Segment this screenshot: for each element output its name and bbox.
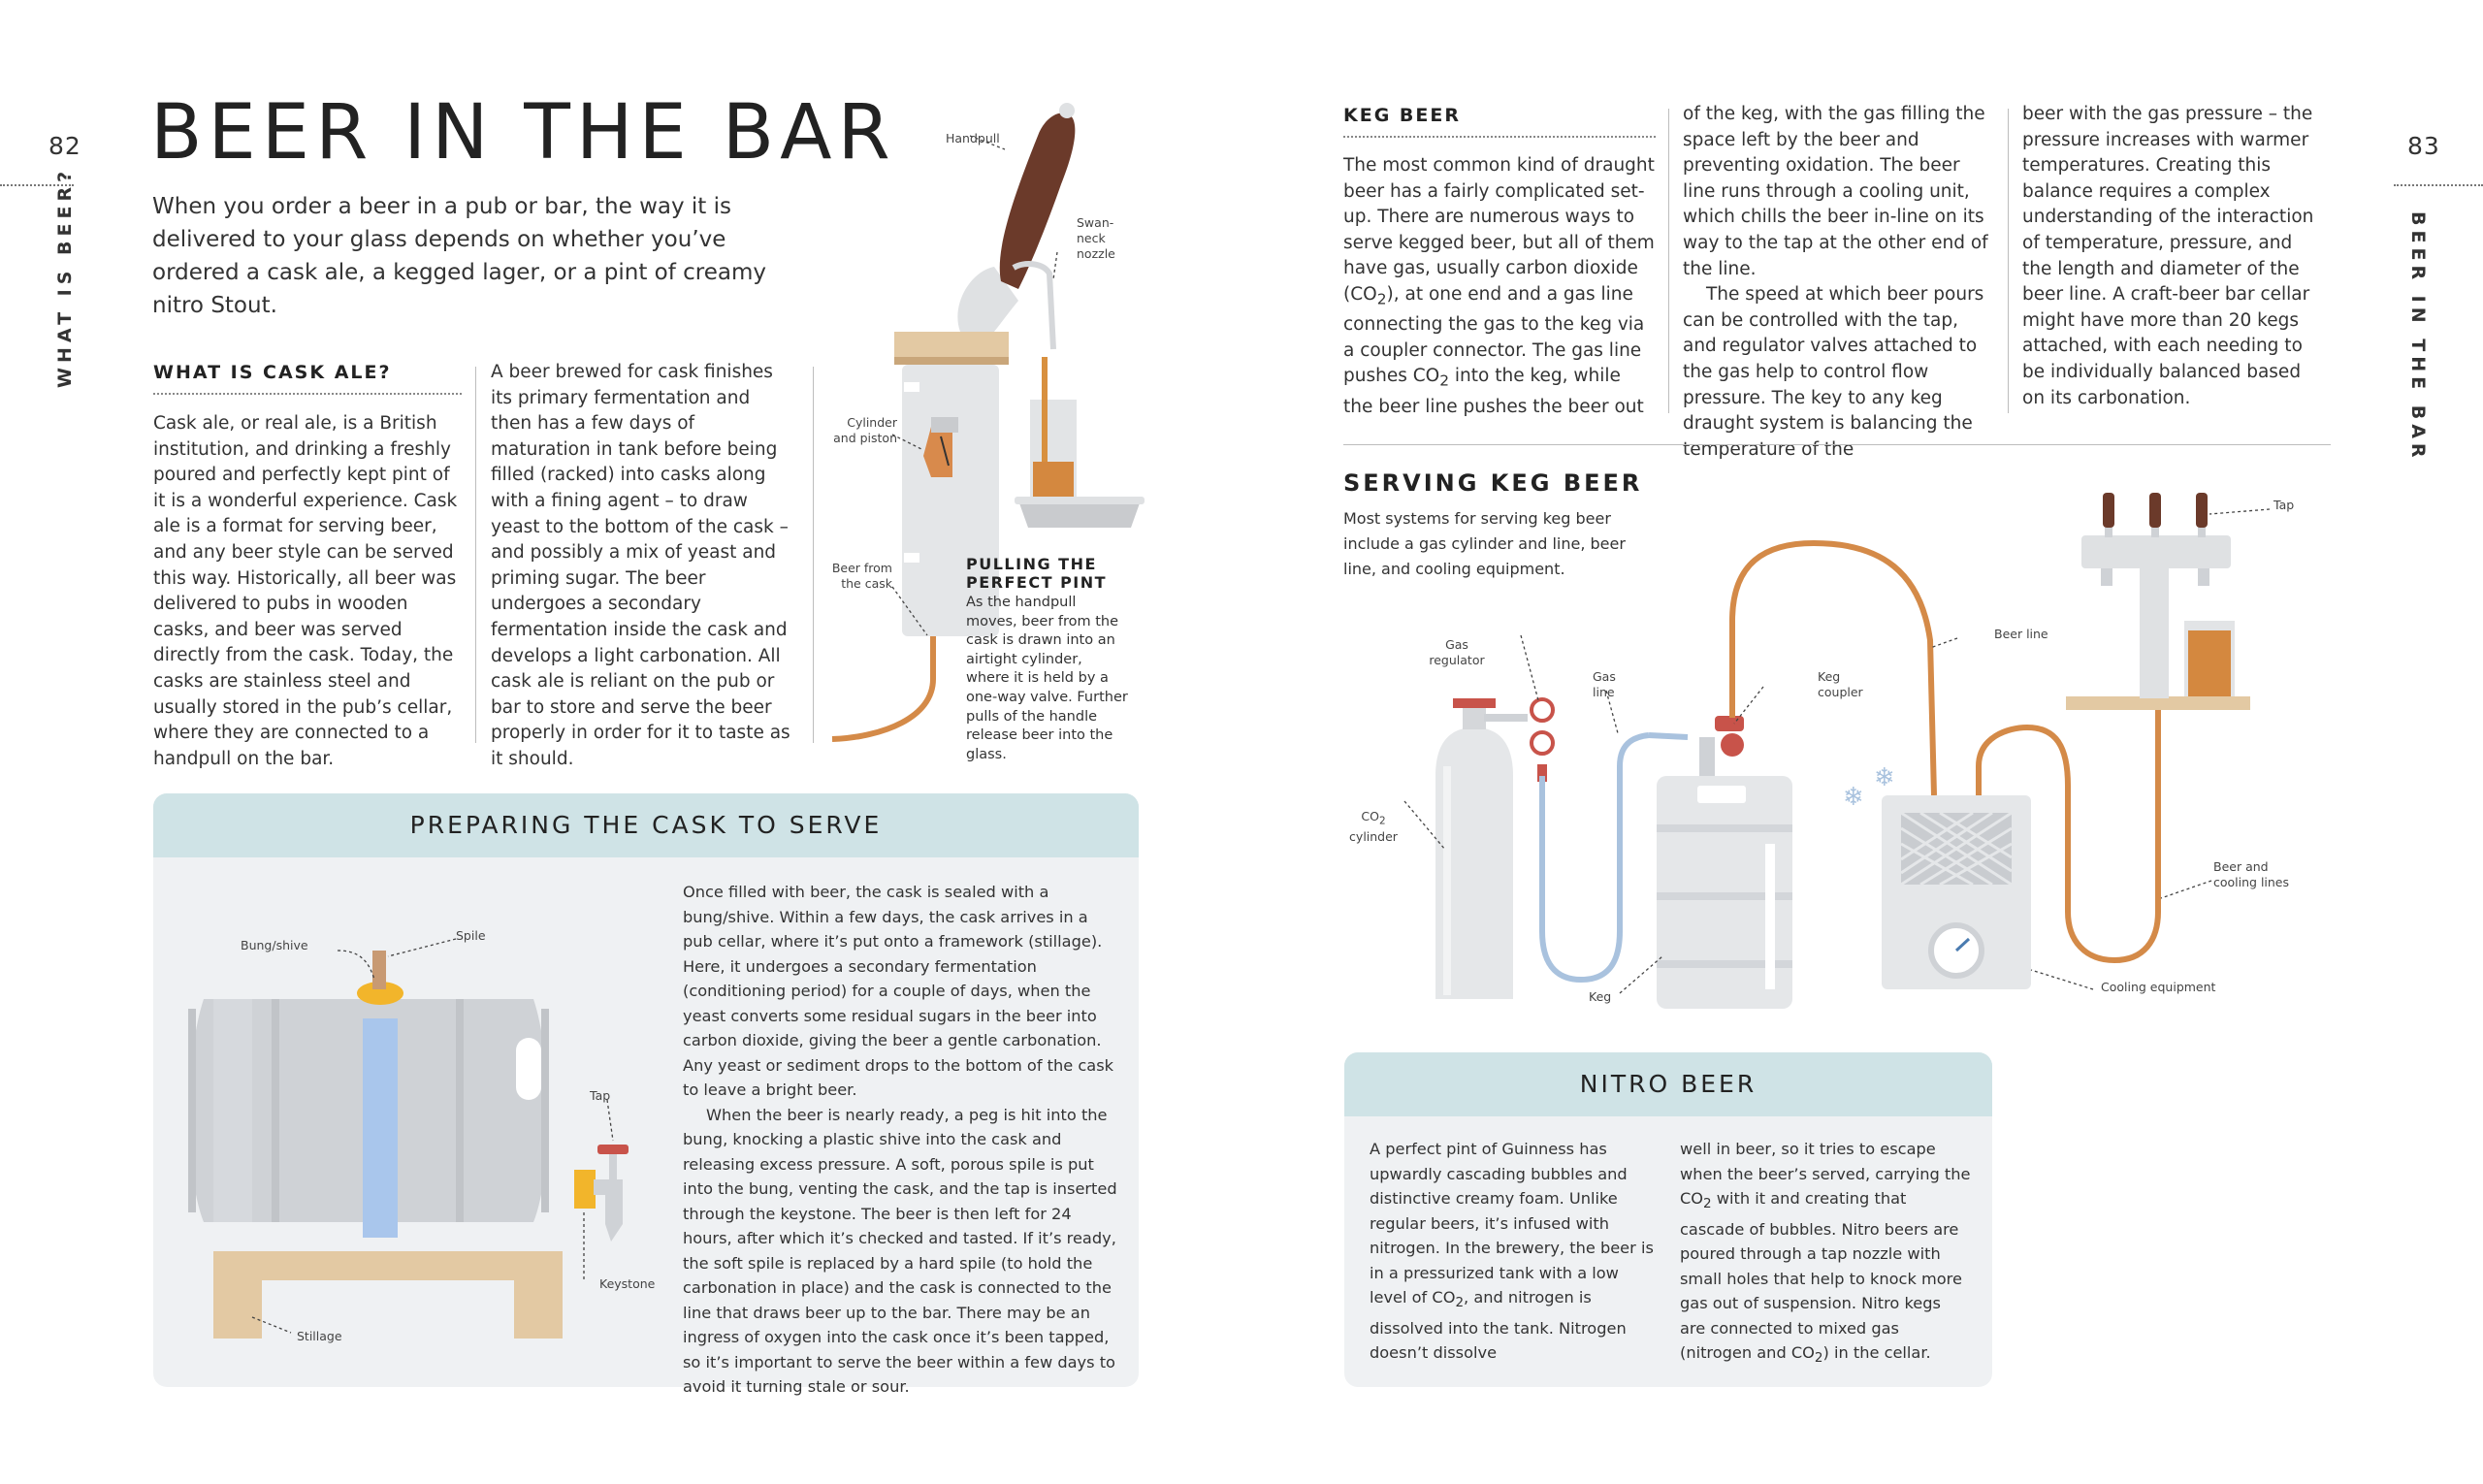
keg-beer-heading: KEG BEER: [1343, 105, 1461, 126]
bung-label: Bung/shive: [241, 938, 308, 952]
page-number-left: 82: [48, 132, 81, 160]
keg-coupler: [1649, 735, 1688, 737]
cask-beer-level: [363, 1018, 398, 1238]
spile-label: Spile: [456, 928, 486, 943]
beer-line-label: Beer line: [1994, 627, 2048, 641]
section-divider: [1343, 444, 2331, 445]
gas-regulator-label: Gas regulator: [1429, 637, 1485, 667]
cask-ale-col1: Cask ale, or real ale, is a British institution, and drinking a freshly poured and perfectly kept pint of it is a wonderful experience. Cask ale is a format for serving beer, and any beer style can be served this way. Historically, all beer was delivered to pubs in wooden casks, and beer was served directly from the cask. Today, the casks are stainless steel and usually stored in the pub’s cellar, where they are connected to a handpull on the bar.: [153, 413, 458, 769]
pulling-pint-caption-title: PULLING THE PERFECT PINT: [966, 555, 1108, 592]
page-number-right: 83: [2407, 132, 2440, 160]
keg-coupler-label: Keg coupler: [1818, 669, 1863, 699]
running-head-right: BEER IN THE BAR: [2407, 211, 2429, 463]
keystone-icon: [574, 1170, 596, 1209]
tap-handle-3: [2196, 493, 2208, 528]
preparing-paragraph-1: Once filled with beer, the cask is sealed with a bung/shive. Within a few days, the cask arrives in a pub cellar, where it’s put onto a framework (stillage). Here, it undergoes a secondary fermentation (conditioning period) for a couple of days, when the yeast converts some residual sugars in the beer into carbon dioxide, giving the beer a gentle carbonation. Any yeast or sediment drops to the bottom of the cask to leave a bright beer.: [683, 883, 1114, 1099]
keystone-label: Keystone: [599, 1276, 656, 1291]
beer-from-cask-label: Beer from the cask: [831, 561, 892, 591]
co2-cylinder-label: $CO_2$ cylinder: [1349, 809, 1398, 844]
column-divider: [813, 367, 814, 743]
beer-line-from-cask: [832, 636, 933, 739]
pulling-pint-caption: As the handpull moves, beer from the cask is drawn into an airtight cylinder, where it is held by a one-way valve. Further pulls of the handle release beer into the glass.: [966, 595, 1128, 762]
drip-tray: [1018, 500, 1141, 528]
nitro-col2: well in beer, so it tries to escape when the beer’s served, carrying the $CO_2$ with it and creating that cascade of bubbles. Nitro beers are poured through a tap nozzle with small holes that help to knock more gas out of suspension. Nitro kegs are connected to mixed gas (nitrogen and $CO_2$) in the cellar.: [1680, 1140, 1971, 1367]
keg-beer-col3: beer with the gas pressure – the pressure increases with warmer temperatures. Creating this balance requires a complex understanding of the interaction of temperature, pressure, and the length and diameter of the beer line. A craft-beer bar cellar might have more than 20 kegs attached, with each needing to be individually balanced based on its carbonation.: [2022, 104, 2314, 408]
svg-text:❄: ❄: [1843, 783, 1864, 812]
swan-neck-label: Swan-neck nozzle: [1077, 215, 1115, 261]
page-number-rule-right: [2394, 184, 2483, 186]
keg-beer-col2: of the keg, with the gas filling the space left by the beer and preventing oxidation. The beer line runs through a cooling unit, which chills the beer in-line on its way to the tap at the other end of the line. The speed at which beer pours can be controlled with the tap, and regulator valves attached to the gas help to control flow pressure. The key to any keg draught system is balancing the temperature of the: [1683, 104, 1988, 460]
cask-ale-heading-rule: [153, 393, 462, 395]
stillage: [213, 1251, 563, 1280]
keg-system-illustration: [1338, 475, 2367, 1018]
stillage-label: Stillage: [297, 1329, 342, 1343]
preparing-cask-heading: PREPARING THE CASK TO SERVE: [153, 793, 1139, 857]
tap-handle-2: [2149, 493, 2161, 528]
cask-ale-col2: A beer brewed for cask finishes its primary fermentation and then has a few days of maturation in tank before being filled (racked) into casks along with a fining agent – to draw yeast to the bottom of the cask – and possibly a mix of yeast and priming sugar. The beer undergoes a secondary fermentation inside the cask and develops a light carbonation. All cask ale is reliant on the pub or bar to store and serve the beer properly in order for it to taste as it should.: [491, 362, 790, 769]
intro-paragraph: When you order a beer in a pub or bar, the way it is delivered to your glass depends on whether you’ve ordered a cask ale, a kegged lager, or a pint of creamy nitro Stout.: [152, 194, 767, 318]
cask-ale-heading: WHAT IS CASK ALE?: [153, 362, 392, 383]
tap-label: Tap: [590, 1088, 611, 1103]
keg-beer-heading-rule: [1343, 136, 1656, 138]
cooling-equipment-label: Cooling equipment: [2101, 980, 2216, 994]
column-divider: [2008, 109, 2009, 413]
serving-keg-text: Most systems for serving keg beer include a gas cylinder and line, beer line, and cooling equipment.: [1343, 509, 1626, 578]
serving-keg-heading: SERVING KEG BEER: [1343, 469, 1643, 497]
bar-shelf: [2066, 696, 2250, 710]
nitro-col1: A perfect pint of Guinness has upwardly cascading bubbles and distinctive creamy foam. Unlike regular beers, it’s infused with nitrogen. In the brewery, the beer is in a pressurized tank with a low level of $CO_2$, and nitrogen is dissolved into the tank. Nitrogen doesn’t dissolve: [1370, 1140, 1654, 1363]
column-divider: [475, 367, 476, 743]
handpull-label: Handpull: [946, 131, 1000, 145]
bar-counter: [894, 332, 1009, 359]
svg-text:❄: ❄: [1874, 763, 1895, 792]
running-head-left: WHAT IS BEER?: [54, 166, 76, 388]
beer-cooling-lines-label: Beer and cooling lines: [2213, 859, 2290, 889]
gas-line-label: Gas line: [1593, 669, 1616, 699]
page-title: BEER IN THE BAR: [150, 89, 896, 177]
spile-icon: [372, 951, 386, 989]
tap-handle-1: [2103, 493, 2114, 528]
gas-line: [1542, 735, 1649, 980]
keg-label: Keg: [1589, 989, 1612, 1004]
tap-label-keg: Tap: [2273, 498, 2295, 512]
tap-icon: [594, 1179, 623, 1242]
tap-tower: [2140, 563, 2169, 698]
preparing-cask-text: [683, 880, 1117, 1400]
cylinder-label: Cylinder and piston: [833, 415, 897, 445]
keg-beer-col1: The most common kind of draught beer has a fairly complicated set-up. There are numerous ways to serve kegged beer, but all of them have gas, usually carbon dioxide $(CO_2)$, at one end and a gas line connecting the gas to the keg via a coupler connector. The gas line pushes $CO_2$ into the keg, while the beer line pushes the beer out: [1343, 155, 1655, 417]
nitro-beer-heading: NITRO BEER: [1344, 1052, 1992, 1116]
column-divider: [1668, 109, 1669, 413]
preparing-paragraph-2: When the beer is nearly ready, a peg is hit into the bung, knocking a plastic shive into the cask and releasing excess pressure. A soft, porous spile is put into the bung, venting the cask, and the tap is inserted through the keystone. The beer is then left for 24 hours, after which it’s checked and tasted. If it’s ready, the soft spile is replaced by a hard spile (to hold the carbonation in place) and the cask is connected to the line that draws beer up to the bar. There may be an ingress of oxygen into the cask once it’s been tapped, so it’s important to serve the beer within a few days to avoid it turning stale or sour.: [683, 1105, 1117, 1396]
